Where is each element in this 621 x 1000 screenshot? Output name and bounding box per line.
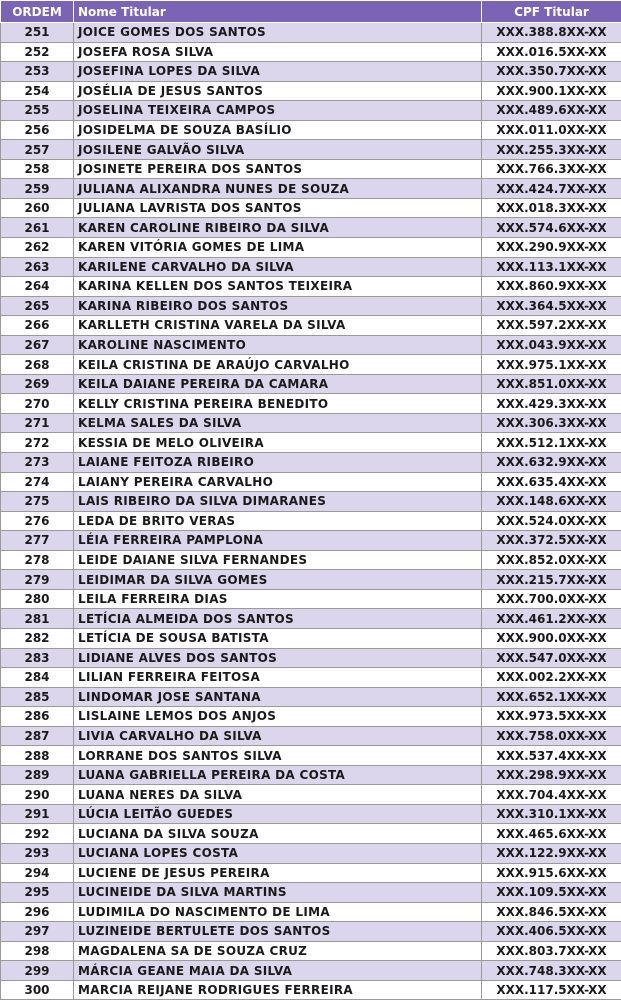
table-row bbox=[1, 374, 621, 394]
header-cpf-titular: CPF Titular bbox=[482, 1, 621, 23]
table-row bbox=[1, 472, 621, 492]
row-cpf-titular: XXX.547.0XX-XX bbox=[482, 648, 621, 668]
table-row bbox=[1, 433, 621, 453]
row-nome-titular: KAREN CAROLINE RIBEIRO DA SILVA bbox=[74, 218, 482, 238]
row-cpf-titular: XXX.700.0XX-XX bbox=[482, 589, 621, 609]
row-cpf-titular: XXX.298.9XX-XX bbox=[482, 765, 621, 785]
table-row bbox=[1, 453, 621, 473]
row-cpf-titular: XXX.900.1XX-XX bbox=[482, 81, 621, 101]
row-nome-titular: JULIANA ALIXANDRA NUNES DE SOUZA bbox=[74, 179, 482, 199]
table-header-row bbox=[1, 1, 621, 23]
table-row bbox=[1, 726, 621, 746]
row-ordem: 298 bbox=[1, 941, 74, 961]
table-row bbox=[1, 668, 621, 688]
row-ordem: 252 bbox=[1, 42, 74, 62]
table-row bbox=[1, 335, 621, 355]
row-nome-titular: KARINA KELLEN DOS SANTOS TEIXEIRA bbox=[74, 277, 482, 297]
row-cpf-titular: XXX.461.2XX-XX bbox=[482, 609, 621, 629]
row-cpf-titular: XXX.524.0XX-XX bbox=[482, 511, 621, 531]
row-ordem: 256 bbox=[1, 120, 74, 140]
row-nome-titular: LUCIANA LOPES COSTA bbox=[74, 843, 482, 863]
row-nome-titular: JOSELINA TEIXEIRA CAMPOS bbox=[74, 101, 482, 121]
row-ordem: 291 bbox=[1, 804, 74, 824]
row-cpf-titular: XXX.043.9XX-XX bbox=[482, 335, 621, 355]
row-ordem: 277 bbox=[1, 531, 74, 551]
table-row bbox=[1, 765, 621, 785]
table-row bbox=[1, 355, 621, 375]
row-ordem: 262 bbox=[1, 238, 74, 258]
table-row bbox=[1, 179, 621, 199]
row-nome-titular: LUZINEIDE BERTULETE DOS SANTOS bbox=[74, 922, 482, 942]
row-nome-titular: JOSÉLIA DE JESUS SANTOS bbox=[74, 81, 482, 101]
table-row bbox=[1, 277, 621, 297]
row-nome-titular: JOSINETE PEREIRA DOS SANTOS bbox=[74, 159, 482, 179]
table-row bbox=[1, 824, 621, 844]
table-row bbox=[1, 746, 621, 766]
header-ordem: ORDEM bbox=[1, 1, 74, 23]
row-nome-titular: LUCIENE DE JESUS PEREIRA bbox=[74, 863, 482, 883]
row-cpf-titular: XXX.915.6XX-XX bbox=[482, 863, 621, 883]
table-row bbox=[1, 218, 621, 238]
row-ordem: 263 bbox=[1, 257, 74, 277]
row-cpf-titular: XXX.803.7XX-XX bbox=[482, 941, 621, 961]
table-row bbox=[1, 883, 621, 903]
row-ordem: 251 bbox=[1, 23, 74, 43]
table-row bbox=[1, 843, 621, 863]
table-row bbox=[1, 687, 621, 707]
row-nome-titular: KARLLETH CRISTINA VARELA DA SILVA bbox=[74, 316, 482, 336]
row-ordem: 297 bbox=[1, 922, 74, 942]
row-ordem: 268 bbox=[1, 355, 74, 375]
row-cpf-titular: XXX.900.0XX-XX bbox=[482, 628, 621, 648]
row-cpf-titular: XXX.632.9XX-XX bbox=[482, 453, 621, 473]
table-row bbox=[1, 238, 621, 258]
row-ordem: 272 bbox=[1, 433, 74, 453]
row-cpf-titular: XXX.424.7XX-XX bbox=[482, 179, 621, 199]
row-cpf-titular: XXX.113.1XX-XX bbox=[482, 257, 621, 277]
row-cpf-titular: XXX.860.9XX-XX bbox=[482, 277, 621, 297]
row-ordem: 255 bbox=[1, 101, 74, 121]
row-nome-titular: KEILA CRISTINA DE ARAÚJO CARVALHO bbox=[74, 355, 482, 375]
table-row bbox=[1, 550, 621, 570]
row-ordem: 284 bbox=[1, 668, 74, 688]
row-nome-titular: LUCIANA DA SILVA SOUZA bbox=[74, 824, 482, 844]
table-row bbox=[1, 609, 621, 629]
row-nome-titular: LUDIMILA DO NASCIMENTO DE LIMA bbox=[74, 902, 482, 922]
table-row bbox=[1, 198, 621, 218]
row-cpf-titular: XXX.652.1XX-XX bbox=[482, 687, 621, 707]
row-nome-titular: LINDOMAR JOSE SANTANA bbox=[74, 687, 482, 707]
table-row bbox=[1, 101, 621, 121]
row-ordem: 273 bbox=[1, 453, 74, 473]
row-ordem: 285 bbox=[1, 687, 74, 707]
row-cpf-titular: XXX.748.3XX-XX bbox=[482, 961, 621, 981]
row-nome-titular: LETÍCIA DE SOUSA BATISTA bbox=[74, 628, 482, 648]
row-nome-titular: LIVIA CARVALHO DA SILVA bbox=[74, 726, 482, 746]
row-cpf-titular: XXX.364.5XX-XX bbox=[482, 296, 621, 316]
row-ordem: 275 bbox=[1, 492, 74, 512]
table-row bbox=[1, 804, 621, 824]
table-row bbox=[1, 316, 621, 336]
row-nome-titular: JOSEFINA LOPES DA SILVA bbox=[74, 62, 482, 82]
row-nome-titular: LETÍCIA ALMEIDA DOS SANTOS bbox=[74, 609, 482, 629]
row-nome-titular: LIDIANE ALVES DOS SANTOS bbox=[74, 648, 482, 668]
row-cpf-titular: XXX.016.5XX-XX bbox=[482, 42, 621, 62]
row-cpf-titular: XXX.011.0XX-XX bbox=[482, 120, 621, 140]
table-row bbox=[1, 902, 621, 922]
row-ordem: 293 bbox=[1, 843, 74, 863]
table-row bbox=[1, 62, 621, 82]
row-ordem: 254 bbox=[1, 81, 74, 101]
row-cpf-titular: XXX.429.3XX-XX bbox=[482, 394, 621, 414]
row-nome-titular: KAROLINE NASCIMENTO bbox=[74, 335, 482, 355]
row-cpf-titular: XXX.109.5XX-XX bbox=[482, 883, 621, 903]
row-cpf-titular: XXX.973.5XX-XX bbox=[482, 707, 621, 727]
row-cpf-titular: XXX.465.6XX-XX bbox=[482, 824, 621, 844]
table-row bbox=[1, 707, 621, 727]
row-cpf-titular: XXX.215.7XX-XX bbox=[482, 570, 621, 590]
table-row bbox=[1, 42, 621, 62]
row-ordem: 290 bbox=[1, 785, 74, 805]
row-cpf-titular: XXX.851.0XX-XX bbox=[482, 374, 621, 394]
row-ordem: 288 bbox=[1, 746, 74, 766]
table-row bbox=[1, 628, 621, 648]
row-cpf-titular: XXX.350.7XX-XX bbox=[482, 62, 621, 82]
row-cpf-titular: XXX.290.9XX-XX bbox=[482, 238, 621, 258]
row-cpf-titular: XXX.975.1XX-XX bbox=[482, 355, 621, 375]
row-ordem: 280 bbox=[1, 589, 74, 609]
row-ordem: 283 bbox=[1, 648, 74, 668]
row-ordem: 281 bbox=[1, 609, 74, 629]
table-body bbox=[1, 23, 621, 1000]
row-ordem: 269 bbox=[1, 374, 74, 394]
row-nome-titular: KARINA RIBEIRO DOS SANTOS bbox=[74, 296, 482, 316]
row-ordem: 270 bbox=[1, 394, 74, 414]
row-nome-titular: KARILENE CARVALHO DA SILVA bbox=[74, 257, 482, 277]
row-cpf-titular: XXX.758.0XX-XX bbox=[482, 726, 621, 746]
row-ordem: 267 bbox=[1, 335, 74, 355]
table-row bbox=[1, 511, 621, 531]
row-cpf-titular: XXX.574.6XX-XX bbox=[482, 218, 621, 238]
row-cpf-titular: XXX.489.6XX-XX bbox=[482, 101, 621, 121]
row-nome-titular: LUANA GABRIELLA PEREIRA DA COSTA bbox=[74, 765, 482, 785]
table-row bbox=[1, 785, 621, 805]
row-ordem: 264 bbox=[1, 277, 74, 297]
row-ordem: 276 bbox=[1, 511, 74, 531]
row-cpf-titular: XXX.018.3XX-XX bbox=[482, 198, 621, 218]
row-ordem: 296 bbox=[1, 902, 74, 922]
table-row bbox=[1, 159, 621, 179]
row-ordem: 253 bbox=[1, 62, 74, 82]
row-nome-titular: LUANA NERES DA SILVA bbox=[74, 785, 482, 805]
table-row bbox=[1, 394, 621, 414]
row-nome-titular: LUCINEIDE DA SILVA MARTINS bbox=[74, 883, 482, 903]
row-cpf-titular: XXX.117.5XX-XX bbox=[482, 980, 621, 1000]
row-nome-titular: JULIANA LAVRISTA DOS SANTOS bbox=[74, 198, 482, 218]
table-row bbox=[1, 863, 621, 883]
row-ordem: 265 bbox=[1, 296, 74, 316]
row-nome-titular: JOSEFA ROSA SILVA bbox=[74, 42, 482, 62]
row-ordem: 287 bbox=[1, 726, 74, 746]
table-row bbox=[1, 589, 621, 609]
table-row bbox=[1, 648, 621, 668]
row-cpf-titular: XXX.388.8XX-XX bbox=[482, 23, 621, 43]
row-ordem: 292 bbox=[1, 824, 74, 844]
row-ordem: 286 bbox=[1, 707, 74, 727]
row-nome-titular: KELLY CRISTINA PEREIRA BENEDITO bbox=[74, 394, 482, 414]
row-ordem: 289 bbox=[1, 765, 74, 785]
row-cpf-titular: XXX.597.2XX-XX bbox=[482, 316, 621, 336]
row-nome-titular: KESSIA DE MELO OLIVEIRA bbox=[74, 433, 482, 453]
row-cpf-titular: XXX.704.4XX-XX bbox=[482, 785, 621, 805]
row-nome-titular: LEIDE DAIANE SILVA FERNANDES bbox=[74, 550, 482, 570]
row-ordem: 282 bbox=[1, 628, 74, 648]
table-row bbox=[1, 296, 621, 316]
table-row bbox=[1, 941, 621, 961]
row-nome-titular: LEDA DE BRITO VERAS bbox=[74, 511, 482, 531]
row-nome-titular: MAGDALENA SA DE SOUZA CRUZ bbox=[74, 941, 482, 961]
row-cpf-titular: XXX.537.4XX-XX bbox=[482, 746, 621, 766]
row-ordem: 294 bbox=[1, 863, 74, 883]
row-ordem: 299 bbox=[1, 961, 74, 981]
row-ordem: 271 bbox=[1, 413, 74, 433]
row-ordem: 300 bbox=[1, 980, 74, 1000]
row-cpf-titular: XXX.148.6XX-XX bbox=[482, 492, 621, 512]
row-cpf-titular: XXX.846.5XX-XX bbox=[482, 902, 621, 922]
row-nome-titular: LORRANE DOS SANTOS SILVA bbox=[74, 746, 482, 766]
row-cpf-titular: XXX.255.3XX-XX bbox=[482, 140, 621, 160]
row-nome-titular: MÁRCIA GEANE MAIA DA SILVA bbox=[74, 961, 482, 981]
table-row bbox=[1, 492, 621, 512]
table-row bbox=[1, 961, 621, 981]
row-nome-titular: JOICE GOMES DOS SANTOS bbox=[74, 23, 482, 43]
row-ordem: 266 bbox=[1, 316, 74, 336]
row-cpf-titular: XXX.306.3XX-XX bbox=[482, 413, 621, 433]
row-nome-titular: JOSILENE GALVÃO SILVA bbox=[74, 140, 482, 160]
table-row bbox=[1, 120, 621, 140]
row-nome-titular: LÚCIA LEITÃO GUEDES bbox=[74, 804, 482, 824]
row-cpf-titular: XXX.122.9XX-XX bbox=[482, 843, 621, 863]
table-row bbox=[1, 413, 621, 433]
row-nome-titular: KAREN VITÓRIA GOMES DE LIMA bbox=[74, 238, 482, 258]
table-row bbox=[1, 140, 621, 160]
table-row bbox=[1, 23, 621, 43]
row-nome-titular: LISLAINE LEMOS DOS ANJOS bbox=[74, 707, 482, 727]
row-cpf-titular: XXX.512.1XX-XX bbox=[482, 433, 621, 453]
row-cpf-titular: XXX.372.5XX-XX bbox=[482, 531, 621, 551]
row-nome-titular: JOSIDELMA DE SOUZA BASÍLIO bbox=[74, 120, 482, 140]
row-ordem: 257 bbox=[1, 140, 74, 160]
row-cpf-titular: XXX.635.4XX-XX bbox=[482, 472, 621, 492]
row-nome-titular: MARCIA REIJANE RODRIGUES FERREIRA bbox=[74, 980, 482, 1000]
row-cpf-titular: XXX.852.0XX-XX bbox=[482, 550, 621, 570]
row-cpf-titular: XXX.766.3XX-XX bbox=[482, 159, 621, 179]
row-nome-titular: LILIAN FERREIRA FEITOSA bbox=[74, 668, 482, 688]
table-row bbox=[1, 570, 621, 590]
table-row bbox=[1, 81, 621, 101]
row-ordem: 260 bbox=[1, 198, 74, 218]
row-ordem: 259 bbox=[1, 179, 74, 199]
row-nome-titular: LAIANE FEITOZA RIBEIRO bbox=[74, 453, 482, 473]
table-row bbox=[1, 922, 621, 942]
row-ordem: 258 bbox=[1, 159, 74, 179]
row-nome-titular: LEIDIMAR DA SILVA GOMES bbox=[74, 570, 482, 590]
row-cpf-titular: XXX.002.2XX-XX bbox=[482, 668, 621, 688]
header-nome-titular: Nome Titular bbox=[74, 1, 482, 23]
row-ordem: 279 bbox=[1, 570, 74, 590]
row-nome-titular: KEILA DAIANE PEREIRA DA CAMARA bbox=[74, 374, 482, 394]
row-nome-titular: LAIS RIBEIRO DA SILVA DIMARANES bbox=[74, 492, 482, 512]
row-ordem: 278 bbox=[1, 550, 74, 570]
row-nome-titular: LAIANY PEREIRA CARVALHO bbox=[74, 472, 482, 492]
row-cpf-titular: XXX.406.5XX-XX bbox=[482, 922, 621, 942]
table-row bbox=[1, 531, 621, 551]
row-ordem: 274 bbox=[1, 472, 74, 492]
row-ordem: 261 bbox=[1, 218, 74, 238]
table-row bbox=[1, 980, 621, 1000]
row-nome-titular: KELMA SALES DA SILVA bbox=[74, 413, 482, 433]
row-nome-titular: LÉIA FERREIRA PAMPLONA bbox=[74, 531, 482, 551]
row-ordem: 295 bbox=[1, 883, 74, 903]
row-cpf-titular: XXX.310.1XX-XX bbox=[482, 804, 621, 824]
table-row bbox=[1, 257, 621, 277]
row-nome-titular: LEILA FERREIRA DIAS bbox=[74, 589, 482, 609]
